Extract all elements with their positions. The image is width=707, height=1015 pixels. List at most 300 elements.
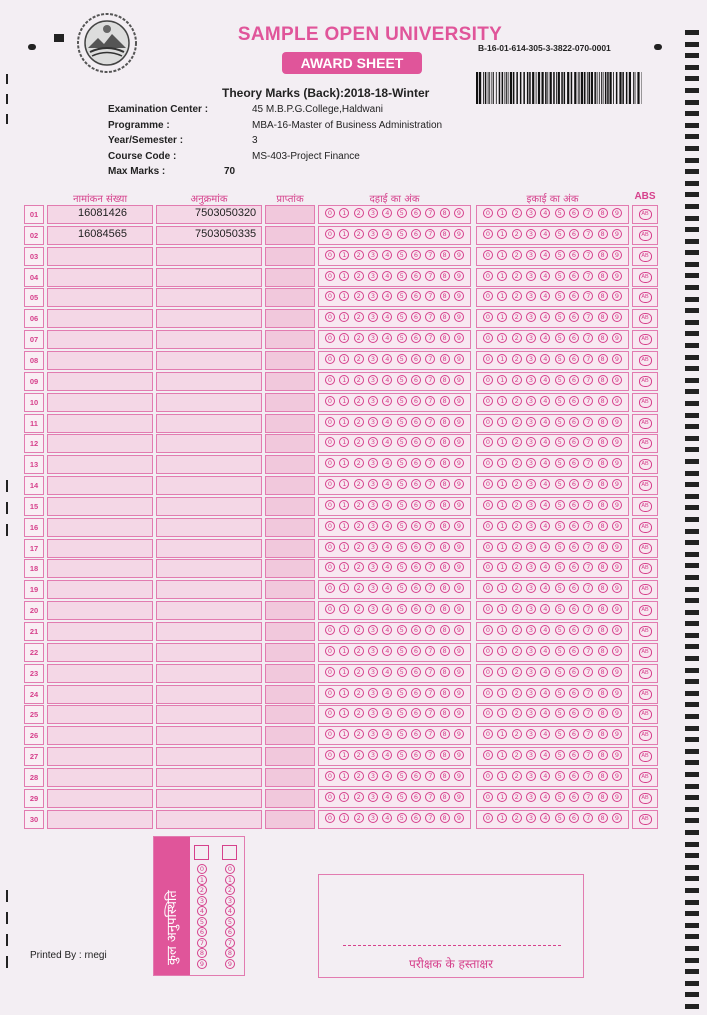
tens-bubble[interactable]: 3	[368, 667, 378, 677]
units-bubble[interactable]: 7	[583, 354, 593, 364]
units-bubble[interactable]: 7	[583, 750, 593, 760]
units-bubble[interactable]: 8	[598, 688, 608, 698]
tens-bubble[interactable]: 5	[397, 229, 407, 239]
tens-bubble[interactable]: 1	[339, 333, 349, 343]
tens-bubble[interactable]: 3	[368, 583, 378, 593]
tens-bubble[interactable]: 5	[397, 625, 407, 635]
tens-bubble[interactable]: 5	[397, 354, 407, 364]
marks-cell[interactable]	[265, 434, 315, 453]
tens-bubble[interactable]: 2	[354, 542, 364, 552]
enrolment-cell[interactable]	[47, 601, 153, 620]
tens-bubble[interactable]: 3	[368, 417, 378, 427]
tens-bubble[interactable]: 3	[368, 354, 378, 364]
units-bubble[interactable]: 4	[540, 688, 550, 698]
tens-bubble[interactable]: 0	[325, 729, 335, 739]
tens-bubble[interactable]: 0	[325, 417, 335, 427]
tens-bubble[interactable]: 3	[368, 229, 378, 239]
tens-bubble[interactable]: 2	[354, 688, 364, 698]
units-bubble[interactable]: 7	[583, 396, 593, 406]
units-bubble[interactable]: 0	[483, 208, 493, 218]
units-bubble[interactable]: 9	[612, 437, 622, 447]
units-bubble[interactable]: 2	[512, 375, 522, 385]
tens-bubble[interactable]: 8	[440, 479, 450, 489]
tens-bubble[interactable]: 3	[368, 437, 378, 447]
tens-bubble[interactable]: 1	[339, 771, 349, 781]
units-bubble[interactable]: 2	[512, 688, 522, 698]
absent-bubble[interactable]: AB	[639, 397, 652, 408]
units-bubble[interactable]: 7	[583, 437, 593, 447]
tens-bubble[interactable]: 0	[325, 542, 335, 552]
marks-cell[interactable]	[265, 622, 315, 641]
tens-bubble[interactable]: 7	[425, 604, 435, 614]
units-bubble[interactable]: 8	[598, 312, 608, 322]
enrolment-cell[interactable]	[47, 393, 153, 412]
units-bubble[interactable]: 8	[598, 562, 608, 572]
units-bubble[interactable]: 4	[540, 229, 550, 239]
tens-bubble[interactable]: 7	[425, 813, 435, 823]
units-bubble[interactable]: 2	[512, 792, 522, 802]
units-bubble[interactable]: 0	[483, 500, 493, 510]
tens-bubble[interactable]: 3	[368, 521, 378, 531]
absent-count-bubble[interactable]: 7	[225, 938, 235, 948]
units-bubble[interactable]: 0	[483, 562, 493, 572]
units-bubble[interactable]: 2	[512, 750, 522, 760]
enrolment-cell[interactable]	[47, 455, 153, 474]
roll-cell[interactable]	[156, 434, 262, 453]
absent-bubble[interactable]: AB	[639, 230, 652, 241]
units-bubble[interactable]: 4	[540, 500, 550, 510]
tens-bubble[interactable]: 4	[382, 354, 392, 364]
units-bubble[interactable]: 6	[569, 750, 579, 760]
units-bubble[interactable]: 7	[583, 708, 593, 718]
tens-bubble[interactable]: 2	[354, 250, 364, 260]
tens-bubble[interactable]: 7	[425, 667, 435, 677]
tens-bubble[interactable]: 5	[397, 583, 407, 593]
tens-bubble[interactable]: 3	[368, 479, 378, 489]
tens-bubble[interactable]: 1	[339, 291, 349, 301]
units-bubble[interactable]: 9	[612, 250, 622, 260]
tens-bubble[interactable]: 9	[454, 750, 464, 760]
units-bubble[interactable]: 7	[583, 604, 593, 614]
tens-bubble[interactable]: 9	[454, 646, 464, 656]
tens-bubble[interactable]: 9	[454, 208, 464, 218]
units-bubble[interactable]: 1	[497, 333, 507, 343]
tens-bubble[interactable]: 9	[454, 521, 464, 531]
tens-bubble[interactable]: 5	[397, 312, 407, 322]
units-bubble[interactable]: 7	[583, 500, 593, 510]
tens-bubble[interactable]: 2	[354, 521, 364, 531]
tens-bubble[interactable]: 9	[454, 417, 464, 427]
absent-count-bubble[interactable]: 9	[197, 959, 207, 969]
roll-cell[interactable]	[156, 226, 262, 245]
units-bubble[interactable]: 2	[512, 521, 522, 531]
tens-bubble[interactable]: 4	[382, 604, 392, 614]
absent-bubble[interactable]: AB	[639, 313, 652, 324]
enrolment-cell[interactable]	[47, 372, 153, 391]
tens-bubble[interactable]: 0	[325, 333, 335, 343]
units-bubble[interactable]: 7	[583, 375, 593, 385]
units-bubble[interactable]: 3	[526, 583, 536, 593]
marks-cell[interactable]	[265, 643, 315, 662]
units-bubble[interactable]: 9	[612, 458, 622, 468]
roll-cell[interactable]	[156, 601, 262, 620]
absent-count-bubble[interactable]: 8	[197, 948, 207, 958]
roll-cell[interactable]	[156, 685, 262, 704]
units-bubble[interactable]: 6	[569, 479, 579, 489]
tens-bubble[interactable]: 7	[425, 271, 435, 281]
tens-bubble[interactable]: 0	[325, 437, 335, 447]
units-bubble[interactable]: 9	[612, 542, 622, 552]
tens-bubble[interactable]: 3	[368, 729, 378, 739]
units-bubble[interactable]: 7	[583, 688, 593, 698]
absent-bubble[interactable]: AB	[639, 334, 652, 345]
units-bubble[interactable]: 0	[483, 604, 493, 614]
tens-bubble[interactable]: 6	[411, 625, 421, 635]
marks-cell[interactable]	[265, 601, 315, 620]
units-bubble[interactable]: 1	[497, 646, 507, 656]
tens-bubble[interactable]: 1	[339, 458, 349, 468]
units-bubble[interactable]: 3	[526, 250, 536, 260]
tens-bubble[interactable]: 7	[425, 312, 435, 322]
tens-bubble[interactable]: 4	[382, 312, 392, 322]
tens-bubble[interactable]: 5	[397, 458, 407, 468]
units-bubble[interactable]: 7	[583, 646, 593, 656]
tens-bubble[interactable]: 4	[382, 562, 392, 572]
tens-bubble[interactable]: 9	[454, 250, 464, 260]
units-bubble[interactable]: 2	[512, 729, 522, 739]
tens-bubble[interactable]: 7	[425, 437, 435, 447]
units-bubble[interactable]: 0	[483, 271, 493, 281]
tens-bubble[interactable]: 8	[440, 458, 450, 468]
tens-bubble[interactable]: 0	[325, 604, 335, 614]
tens-bubble[interactable]: 1	[339, 604, 349, 614]
units-bubble[interactable]: 3	[526, 354, 536, 364]
tens-bubble[interactable]: 0	[325, 688, 335, 698]
tens-bubble[interactable]: 6	[411, 813, 421, 823]
tens-bubble[interactable]: 9	[454, 542, 464, 552]
tens-bubble[interactable]: 4	[382, 542, 392, 552]
units-bubble[interactable]: 9	[612, 333, 622, 343]
units-bubble[interactable]: 9	[612, 646, 622, 656]
units-bubble[interactable]: 2	[512, 771, 522, 781]
units-bubble[interactable]: 4	[540, 771, 550, 781]
marks-cell[interactable]	[265, 226, 315, 245]
units-bubble[interactable]: 8	[598, 333, 608, 343]
units-bubble[interactable]: 4	[540, 437, 550, 447]
tens-bubble[interactable]: 2	[354, 562, 364, 572]
units-bubble[interactable]: 6	[569, 396, 579, 406]
units-bubble[interactable]: 2	[512, 604, 522, 614]
tens-bubble[interactable]: 1	[339, 625, 349, 635]
tens-bubble[interactable]: 5	[397, 396, 407, 406]
tens-bubble[interactable]: 2	[354, 458, 364, 468]
tens-bubble[interactable]: 4	[382, 375, 392, 385]
tens-bubble[interactable]: 1	[339, 813, 349, 823]
units-bubble[interactable]: 0	[483, 229, 493, 239]
enrolment-cell[interactable]	[47, 580, 153, 599]
units-bubble[interactable]: 1	[497, 521, 507, 531]
tens-bubble[interactable]: 6	[411, 708, 421, 718]
units-bubble[interactable]: 6	[569, 604, 579, 614]
tens-bubble[interactable]: 5	[397, 417, 407, 427]
tens-bubble[interactable]: 1	[339, 271, 349, 281]
enrolment-cell[interactable]	[47, 434, 153, 453]
tens-bubble[interactable]: 5	[397, 291, 407, 301]
units-bubble[interactable]: 1	[497, 604, 507, 614]
roll-cell[interactable]	[156, 643, 262, 662]
tens-bubble[interactable]: 3	[368, 646, 378, 656]
units-bubble[interactable]: 8	[598, 771, 608, 781]
tens-bubble[interactable]: 8	[440, 396, 450, 406]
units-bubble[interactable]: 7	[583, 813, 593, 823]
units-bubble[interactable]: 8	[598, 479, 608, 489]
units-bubble[interactable]: 3	[526, 500, 536, 510]
tens-bubble[interactable]: 7	[425, 396, 435, 406]
units-bubble[interactable]: 1	[497, 437, 507, 447]
units-bubble[interactable]: 3	[526, 458, 536, 468]
units-bubble[interactable]: 6	[569, 500, 579, 510]
units-bubble[interactable]: 6	[569, 291, 579, 301]
units-bubble[interactable]: 9	[612, 792, 622, 802]
enrolment-cell[interactable]	[47, 705, 153, 724]
units-bubble[interactable]: 8	[598, 750, 608, 760]
units-bubble[interactable]: 1	[497, 250, 507, 260]
tens-bubble[interactable]: 8	[440, 375, 450, 385]
tens-bubble[interactable]: 1	[339, 667, 349, 677]
tens-bubble[interactable]: 2	[354, 271, 364, 281]
units-bubble[interactable]: 6	[569, 521, 579, 531]
units-bubble[interactable]: 5	[555, 208, 565, 218]
units-bubble[interactable]: 2	[512, 396, 522, 406]
absent-bubble[interactable]: AB	[639, 272, 652, 283]
tens-bubble[interactable]: 6	[411, 291, 421, 301]
units-bubble[interactable]: 8	[598, 458, 608, 468]
units-bubble[interactable]: 4	[540, 458, 550, 468]
units-bubble[interactable]: 5	[555, 354, 565, 364]
tens-bubble[interactable]: 7	[425, 229, 435, 239]
tens-bubble[interactable]: 6	[411, 271, 421, 281]
units-bubble[interactable]: 5	[555, 771, 565, 781]
units-bubble[interactable]: 9	[612, 521, 622, 531]
tens-bubble[interactable]: 2	[354, 583, 364, 593]
units-bubble[interactable]: 3	[526, 479, 536, 489]
units-bubble[interactable]: 9	[612, 396, 622, 406]
marks-cell[interactable]	[265, 414, 315, 433]
units-bubble[interactable]: 7	[583, 583, 593, 593]
units-bubble[interactable]: 2	[512, 229, 522, 239]
tens-bubble[interactable]: 7	[425, 479, 435, 489]
tens-bubble[interactable]: 6	[411, 354, 421, 364]
units-bubble[interactable]: 4	[540, 208, 550, 218]
units-bubble[interactable]: 2	[512, 500, 522, 510]
units-bubble[interactable]: 6	[569, 208, 579, 218]
units-bubble[interactable]: 5	[555, 604, 565, 614]
units-bubble[interactable]: 5	[555, 500, 565, 510]
tens-bubble[interactable]: 7	[425, 625, 435, 635]
tens-bubble[interactable]: 0	[325, 583, 335, 593]
tens-bubble[interactable]: 6	[411, 396, 421, 406]
absent-count-bubble[interactable]: 4	[197, 906, 207, 916]
units-bubble[interactable]: 8	[598, 792, 608, 802]
units-bubble[interactable]: 3	[526, 229, 536, 239]
enrolment-cell[interactable]	[47, 664, 153, 683]
units-bubble[interactable]: 4	[540, 792, 550, 802]
tens-bubble[interactable]: 2	[354, 604, 364, 614]
tens-bubble[interactable]: 3	[368, 458, 378, 468]
absent-bubble[interactable]: AB	[639, 522, 652, 533]
tens-bubble[interactable]: 6	[411, 771, 421, 781]
tens-bubble[interactable]: 5	[397, 500, 407, 510]
units-bubble[interactable]: 1	[497, 542, 507, 552]
tens-bubble[interactable]: 1	[339, 354, 349, 364]
tens-bubble[interactable]: 6	[411, 208, 421, 218]
tens-bubble[interactable]: 1	[339, 542, 349, 552]
enrolment-cell[interactable]	[47, 476, 153, 495]
tens-bubble[interactable]: 9	[454, 813, 464, 823]
units-bubble[interactable]: 0	[483, 688, 493, 698]
units-bubble[interactable]: 7	[583, 667, 593, 677]
units-bubble[interactable]: 4	[540, 250, 550, 260]
units-bubble[interactable]: 4	[540, 562, 550, 572]
units-bubble[interactable]: 6	[569, 271, 579, 281]
absent-bubble[interactable]: AB	[639, 480, 652, 491]
tens-bubble[interactable]: 8	[440, 250, 450, 260]
tens-bubble[interactable]: 9	[454, 625, 464, 635]
tens-bubble[interactable]: 8	[440, 708, 450, 718]
tens-bubble[interactable]: 0	[325, 708, 335, 718]
enrolment-cell[interactable]	[47, 414, 153, 433]
tens-bubble[interactable]: 7	[425, 208, 435, 218]
roll-cell[interactable]	[156, 414, 262, 433]
tens-bubble[interactable]: 6	[411, 312, 421, 322]
units-bubble[interactable]: 5	[555, 646, 565, 656]
tens-bubble[interactable]: 9	[454, 708, 464, 718]
roll-cell[interactable]	[156, 810, 262, 829]
units-bubble[interactable]: 3	[526, 271, 536, 281]
enrolment-cell[interactable]	[47, 518, 153, 537]
units-bubble[interactable]: 5	[555, 396, 565, 406]
tens-bubble[interactable]: 8	[440, 750, 450, 760]
tens-bubble[interactable]: 2	[354, 500, 364, 510]
absent-count-bubble[interactable]: 3	[225, 896, 235, 906]
enrolment-cell[interactable]	[47, 559, 153, 578]
units-bubble[interactable]: 8	[598, 250, 608, 260]
tens-bubble[interactable]: 6	[411, 667, 421, 677]
tens-bubble[interactable]: 2	[354, 750, 364, 760]
tens-bubble[interactable]: 4	[382, 771, 392, 781]
units-bubble[interactable]: 4	[540, 542, 550, 552]
roll-cell[interactable]	[156, 268, 262, 287]
absent-bubble[interactable]: AB	[639, 292, 652, 303]
units-bubble[interactable]: 7	[583, 271, 593, 281]
tens-bubble[interactable]: 0	[325, 208, 335, 218]
units-bubble[interactable]: 1	[497, 458, 507, 468]
units-bubble[interactable]: 2	[512, 312, 522, 322]
tens-bubble[interactable]: 8	[440, 312, 450, 322]
tens-bubble[interactable]: 4	[382, 688, 392, 698]
tens-bubble[interactable]: 2	[354, 771, 364, 781]
marks-cell[interactable]	[265, 685, 315, 704]
tens-bubble[interactable]: 8	[440, 437, 450, 447]
units-bubble[interactable]: 4	[540, 396, 550, 406]
units-bubble[interactable]: 5	[555, 688, 565, 698]
tens-bubble[interactable]: 9	[454, 771, 464, 781]
units-bubble[interactable]: 9	[612, 729, 622, 739]
units-bubble[interactable]: 1	[497, 688, 507, 698]
units-bubble[interactable]: 5	[555, 437, 565, 447]
tens-bubble[interactable]: 1	[339, 583, 349, 593]
units-bubble[interactable]: 2	[512, 667, 522, 677]
tens-bubble[interactable]: 5	[397, 542, 407, 552]
absent-bubble[interactable]: AB	[639, 209, 652, 220]
roll-cell[interactable]	[156, 747, 262, 766]
tens-bubble[interactable]: 3	[368, 208, 378, 218]
tens-bubble[interactable]: 7	[425, 417, 435, 427]
units-bubble[interactable]: 5	[555, 792, 565, 802]
absent-bubble[interactable]: AB	[639, 689, 652, 700]
absent-count-box[interactable]	[194, 845, 209, 860]
units-bubble[interactable]: 6	[569, 792, 579, 802]
marks-cell[interactable]	[265, 580, 315, 599]
units-bubble[interactable]: 7	[583, 208, 593, 218]
units-bubble[interactable]: 6	[569, 729, 579, 739]
units-bubble[interactable]: 3	[526, 813, 536, 823]
units-bubble[interactable]: 2	[512, 437, 522, 447]
marks-cell[interactable]	[265, 539, 315, 558]
tens-bubble[interactable]: 2	[354, 792, 364, 802]
units-bubble[interactable]: 5	[555, 708, 565, 718]
units-bubble[interactable]: 1	[497, 750, 507, 760]
tens-bubble[interactable]: 8	[440, 646, 450, 656]
marks-cell[interactable]	[265, 393, 315, 412]
tens-bubble[interactable]: 9	[454, 479, 464, 489]
units-bubble[interactable]: 0	[483, 417, 493, 427]
units-bubble[interactable]: 2	[512, 291, 522, 301]
roll-cell[interactable]	[156, 726, 262, 745]
tens-bubble[interactable]: 2	[354, 396, 364, 406]
units-bubble[interactable]: 3	[526, 646, 536, 656]
tens-bubble[interactable]: 4	[382, 291, 392, 301]
units-bubble[interactable]: 9	[612, 625, 622, 635]
units-bubble[interactable]: 3	[526, 792, 536, 802]
tens-bubble[interactable]: 4	[382, 437, 392, 447]
units-bubble[interactable]: 5	[555, 750, 565, 760]
tens-bubble[interactable]: 5	[397, 604, 407, 614]
units-bubble[interactable]: 2	[512, 458, 522, 468]
tens-bubble[interactable]: 3	[368, 688, 378, 698]
enrolment-cell[interactable]	[47, 622, 153, 641]
units-bubble[interactable]: 2	[512, 813, 522, 823]
absent-count-box[interactable]	[222, 845, 237, 860]
tens-bubble[interactable]: 0	[325, 271, 335, 281]
tens-bubble[interactable]: 9	[454, 396, 464, 406]
units-bubble[interactable]: 4	[540, 312, 550, 322]
tens-bubble[interactable]: 0	[325, 562, 335, 572]
tens-bubble[interactable]: 9	[454, 500, 464, 510]
units-bubble[interactable]: 0	[483, 375, 493, 385]
units-bubble[interactable]: 2	[512, 646, 522, 656]
units-bubble[interactable]: 0	[483, 250, 493, 260]
enrolment-cell[interactable]	[47, 539, 153, 558]
units-bubble[interactable]: 0	[483, 771, 493, 781]
tens-bubble[interactable]: 4	[382, 667, 392, 677]
tens-bubble[interactable]: 5	[397, 792, 407, 802]
absent-count-bubble[interactable]: 0	[197, 864, 207, 874]
units-bubble[interactable]: 5	[555, 562, 565, 572]
units-bubble[interactable]: 0	[483, 583, 493, 593]
units-bubble[interactable]: 8	[598, 625, 608, 635]
units-bubble[interactable]: 6	[569, 437, 579, 447]
